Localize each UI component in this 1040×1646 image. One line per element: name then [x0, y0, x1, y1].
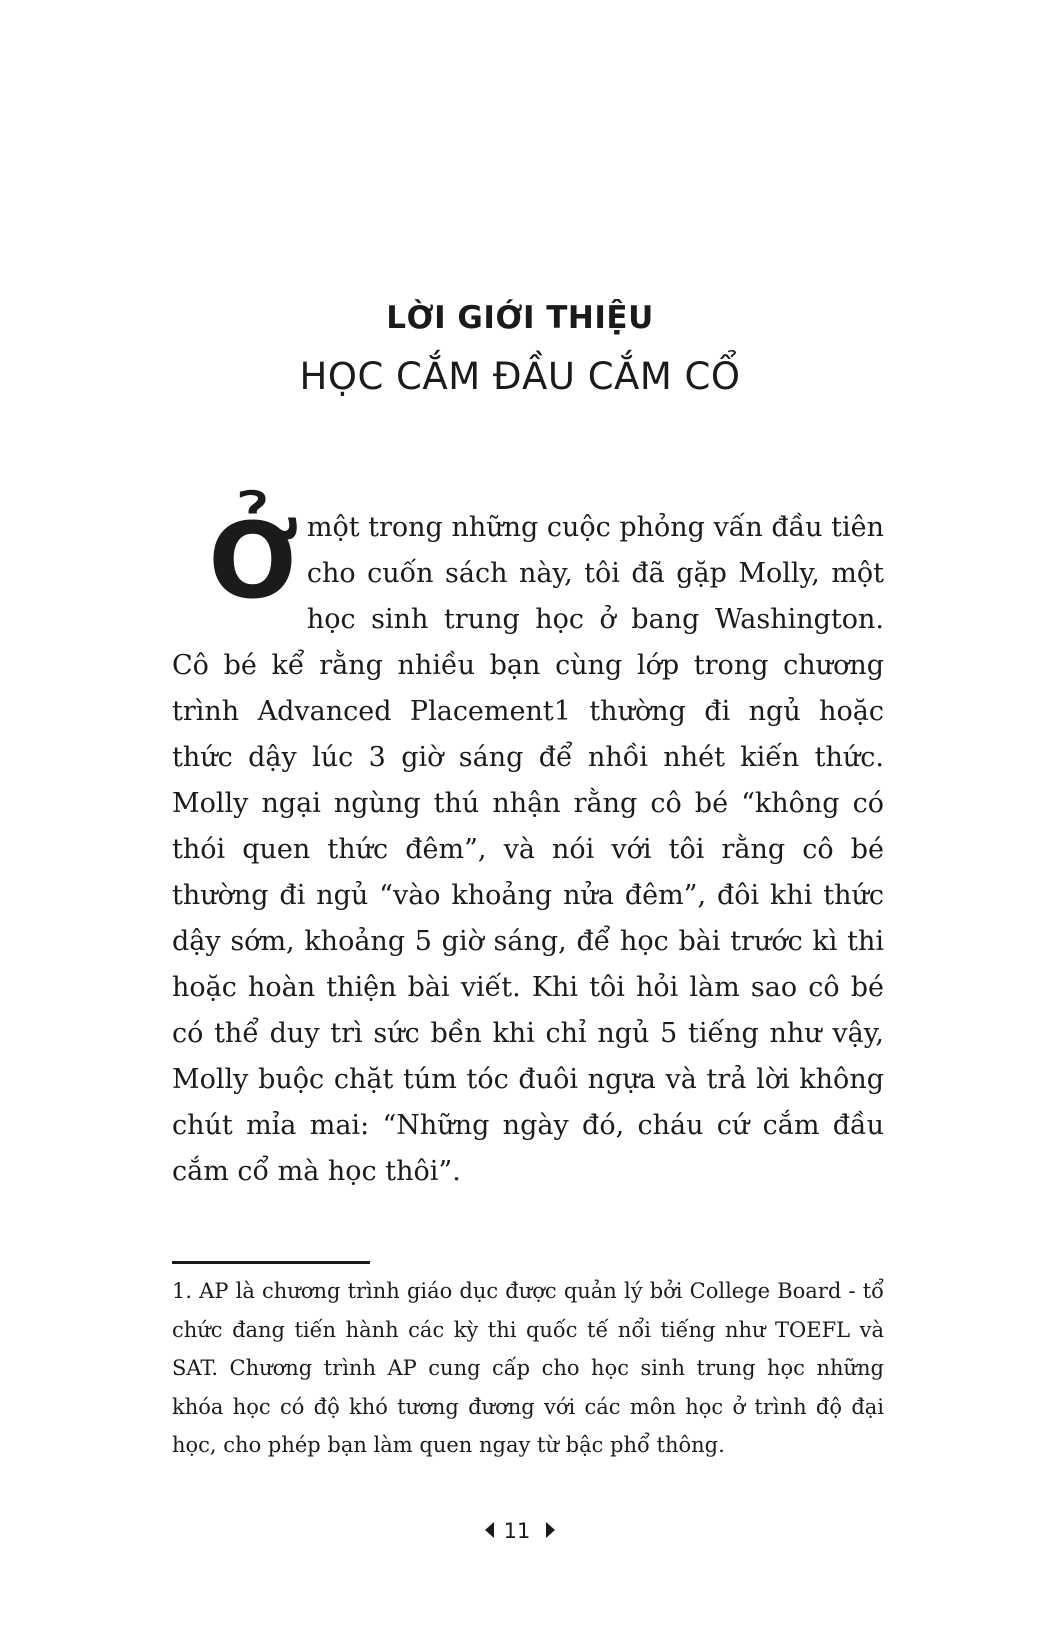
triangle-right-icon[interactable] [546, 1522, 555, 1538]
page-number: 11 [503, 1519, 531, 1543]
body-paragraph-text: một trong những cuộc phỏng vấn đầu tiên cho cuốn sách này, tôi đã gặp Molly, một học sinh trung học ở bang Washington. Cô bé kể rằng nhiều bạn cùng lớp trong chương trình Advanced Placement1 thường đi ngủ hoặc thức dậy lúc 3 giờ sáng để nhồi nhét kiến thức. Molly ngại ngùng thú nhận rằng cô bé “không có thói quen thức đêm”, và nói với tôi rằng cô bé thường đi ngủ “vào khoảng nửa đêm”, đôi khi thức dậy sớm, khoảng 5 giờ sáng, để học bài trước kì thi hoặc hoàn thiện bài viết. Khi tôi hỏi làm sao cô bé có thể duy trì sức bền khi chỉ ngủ 5 tiếng như vậy, Molly buộc chặt túm tóc đuôi ngựa và trả lời không chút mỉa mai: “Những ngày đó, cháu cứ cắm đầu cắm cổ mà học thôi”. [172, 512, 884, 1187]
chapter-label: LỜI GIỚI THIỆU [386, 300, 654, 336]
footnote-divider [172, 1261, 370, 1264]
drop-cap: Ở [208, 500, 299, 622]
chapter-heading [0, 298, 1040, 402]
page-navigation [0, 1516, 1040, 1546]
chapter-title: HỌC CẮM ĐẦU CẮM CỔ [299, 355, 741, 398]
triangle-left-icon[interactable] [485, 1522, 494, 1538]
footnote: 1. AP là chương trình giáo dục được quản lý bởi College Board - tổ chức đang tiến hành các kỳ thi quốc tế nổi tiếng như TOEFL và SAT. Chương trình AP cung cấp cho học sinh trung học những khóa học có độ khó tương đương với các môn học ở trình độ đại học, cho phép bạn làm quen ngay từ bậc phổ thông. [172, 1279, 884, 1457]
body-paragraph [172, 500, 884, 1195]
